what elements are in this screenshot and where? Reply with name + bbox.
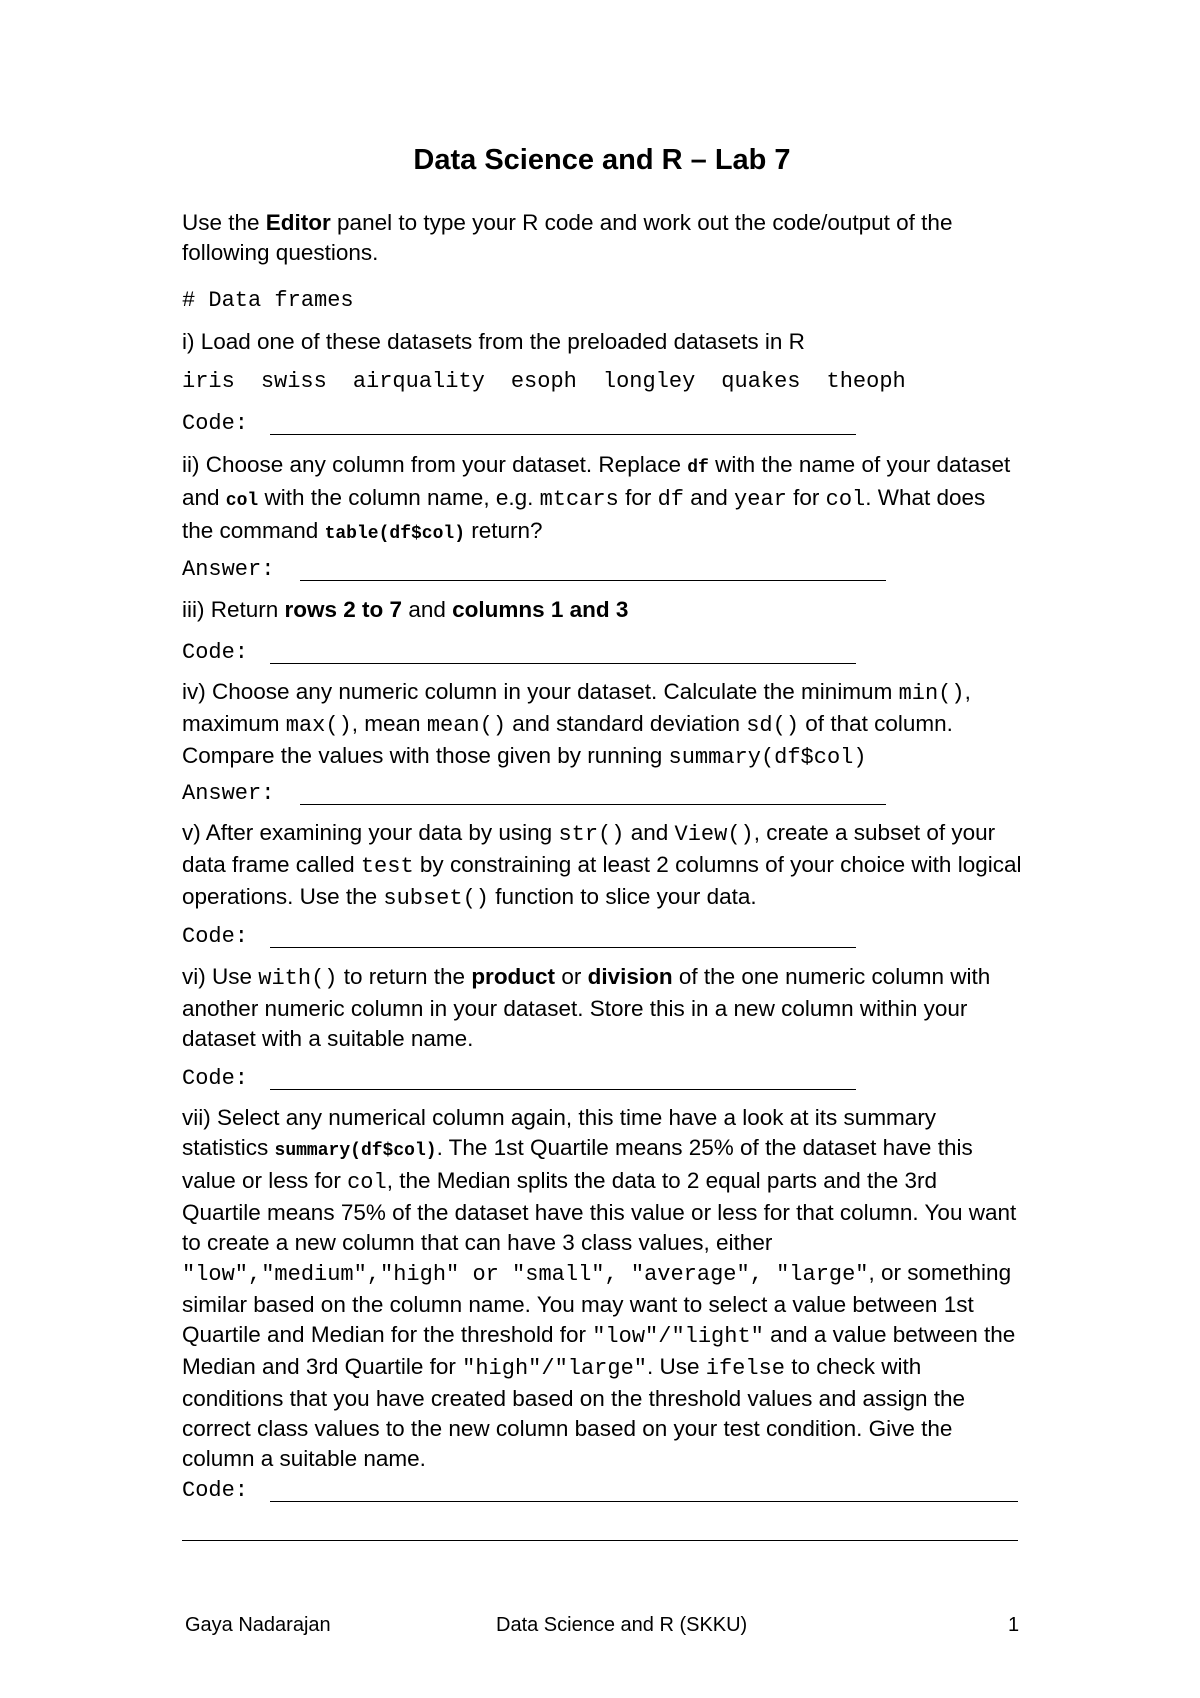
question-6-text: vi) Use with() to return the product or division of the one numeric column with another numeric column in your dataset. Store this in a new column within your dataset with a suitable name.: [182, 964, 991, 1051]
question-1-text: i) Load one of these datasets from the preloaded datasets in R: [182, 329, 805, 354]
question-4-text: iv) Choose any numeric column in your dataset. Calculate the minimum min(), maximum max(), mean mean() and standard deviation sd() of that column. Compare the values with those given by running summary(df$col): [182, 679, 971, 770]
question-7-code-row: [182, 1474, 248, 1504]
question-3-code-row: [182, 636, 248, 666]
question-7-code-line-2[interactable]: [182, 1540, 1018, 1541]
page-title: Data Science and R – Lab 7: [413, 144, 791, 176]
question-5-code-row: [182, 920, 248, 950]
dataset-name: quakes: [721, 369, 801, 394]
question-6-code-row: [182, 1062, 248, 1092]
question-6-code-line[interactable]: [270, 1089, 856, 1090]
question-2-answer-row: [182, 553, 274, 583]
question-5-code-line[interactable]: [270, 947, 856, 948]
footer-page-number: 1: [1008, 1614, 1020, 1636]
question-2-text: ii) Choose any column from your dataset. Replace df with the name of your dataset and col with the column name, e.g. mtcars for df and year for col. What does the command table(df$col) return?: [182, 452, 1011, 544]
footer-author: Gaya Nadarajan: [185, 1614, 331, 1636]
question-2-answer-line[interactable]: [300, 580, 886, 581]
code-label: Code:: [182, 1066, 249, 1091]
question-7-code-line-1[interactable]: [270, 1501, 1018, 1502]
question-1-code-row: [182, 407, 248, 437]
answer-label: Answer:: [182, 781, 275, 806]
dataset-name: airquality: [352, 369, 485, 394]
editor-keyword: Editor: [265, 210, 331, 235]
intro-paragraph: Use the Editor panel to type your R code and work out the code/output of the following questions.: [182, 210, 953, 265]
answer-label: Answer:: [182, 557, 275, 582]
code-label: Code:: [182, 411, 249, 436]
question-3-text: iii) Return rows 2 to 7 and columns 1 and 3: [182, 597, 629, 622]
dataset-name: theoph: [826, 369, 906, 394]
code-label: Code:: [182, 924, 249, 949]
question-4-answer-line[interactable]: [300, 804, 886, 805]
question-7-text: vii) Select any numerical column again, this time have a look at its summary statistics summary(df$col). The 1st Quartile means 25% of the dataset have this value or less for col, the Median splits the data to 2 equal parts and the 3rd Quartile means 75% of the dataset have this value or less for that column. You want to create a new column that can have 3 class values, either "low","medium","high" or "small", "average", "large", or something similar based on the column name. You may want to select a value between 1st Quartile and Median for the threshold for "low"/"light" and a value between the Median and 3rd Quartile for "high"/"large". Use ifelse to check with conditions that you have created based on the threshold values and assign the correct class values to the new column based on your test condition. Give the column a suitable name.: [182, 1105, 1017, 1471]
question-4-answer-row: [182, 777, 274, 807]
dataset-name: longley: [602, 369, 696, 394]
dataset-name: esoph: [510, 369, 577, 394]
code-label: Code:: [182, 640, 249, 665]
question-1-code-line[interactable]: [270, 434, 856, 435]
question-5-text: v) After examining your data by using str() and View(), create a subset of your data frame called test by constraining at least 2 columns of your choice with logical operations. Use the subset() function to slice your data.: [182, 820, 1022, 911]
footer-course: Data Science and R (SKKU): [496, 1614, 748, 1636]
dataset-name: iris: [182, 369, 235, 394]
dataset-name: swiss: [260, 369, 327, 394]
question-3-code-line[interactable]: [270, 663, 856, 664]
dataset-list: [182, 367, 1022, 397]
section-heading: # Data frames: [182, 288, 354, 313]
code-label: Code:: [182, 1478, 249, 1503]
